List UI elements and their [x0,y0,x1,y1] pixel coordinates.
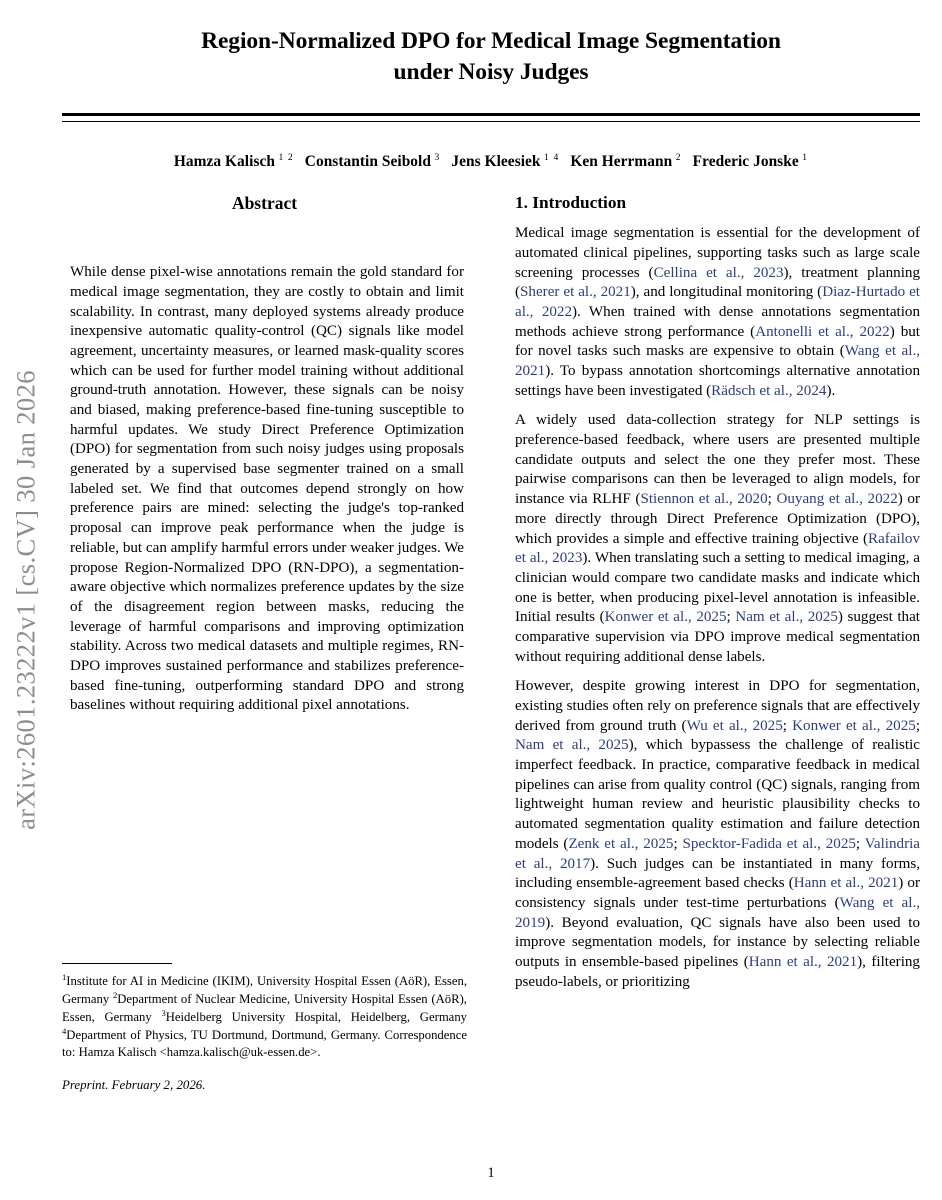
citation-link[interactable]: Diaz-Hurtado et al., 2022 [515,284,920,320]
body-text: ). Beyond evaluation, QC signals have also been used to improve segmentation models, for instance by selecting reliable outputs in ensemble-based pipelines ( [515,914,920,970]
citation-link[interactable]: Nam et al., 2025 [515,737,629,754]
body-paragraph [515,224,920,401]
paper-title-line-1: Region-Normalized DPO for Medical Image Segmentation [201,28,781,54]
author-list [62,152,920,171]
arxiv-stamp [0,0,52,1200]
two-column-body [62,193,921,1092]
left-column [62,193,468,1092]
introduction-paragraphs [515,224,920,992]
footnote-affiliation-3: Heidelberg University Hospital, Heidelberg, Germany [165,1010,468,1025]
author-affiliation-marker: 3 [431,152,441,164]
body-text: ). When translating such a setting to medical imaging, a clinician would compare two candidate masks and indicate which one is better, when producing pixel-level annotation is infeasible. Initial results ( [515,550,920,626]
body-text: ). To bypass annotation shortcomings alternative annotation settings have been investigated ( [515,363,920,399]
right-column [515,193,920,1002]
body-text: ; [673,835,683,852]
citation-link[interactable]: Valindria et al., 2017 [515,835,920,872]
body-text: Medical image segmentation is essential for the development of automated clinical pipelines, supporting tasks such as large scale screening processes ( [515,225,920,281]
author-affiliation-marker: 1 [798,152,809,164]
author-name: Hamza Kalisch [173,153,275,171]
footnote-area [62,963,467,1093]
author-affiliation-marker: 1 2 [274,152,294,164]
citation-link[interactable]: Konwer et al., 2025 [792,717,916,734]
preprint-notice: Preprint. February 2, 2026. [62,1077,206,1092]
citation-link[interactable]: Zenk et al., 2025 [568,835,674,852]
body-text: ). Such judges can be instantiated in many forms, including ensemble-agreement based checks ( [515,855,920,892]
body-text: ), treatment planning ( [515,264,921,301]
citation-link[interactable]: Specktor-Fadida et al., 2025 [682,835,856,852]
body-text: ) or more directly through Direct Preference Optimization (DPO), which provides a simple and effective training objective ( [515,491,921,547]
citation-link[interactable]: Wu et al., 2025 [686,717,783,734]
abstract-body: While dense pixel-wise annotations remain the gold standard for medical image segmentation, they are costly to obtain and limit scalability. In contrast, many deployed systems already produce inexpensive automatic quality-control (QC) signals like model agreement, uncertainty measures, or learned mask-quality scores which can be used for further model training without additional ground-truth annotation. However, these signals can be noisy and biased, making preference-based fine-tuning susceptible to harmful updates. We study Direct Preference Optimization (DPO) for segmentation from such noisy judges using proposals generated by a supervised base segmenter trained on a small labeled set. We find that outcomes depend strongly on how preference pairs are mined: selecting the judge's top-ranked proposal can improve peak performance when the judge is reliable, but can amplify harmful errors under weaker judges. We propose Region-Normalized DPO (RN-DPO), a segmentation-aware objective which normalizes preference updates by the size of the disagreement region between masks, reducing the leverage of harmful comparisons and improving optimization stability. Across two medical datasets and multiple regimes, RN-DPO improves sustained performance and stabilizes preference-based fine-tuning, outperforming standard DPO and strong baselines without requiring additional pixel annotations. [70,264,464,714]
body-text: ; [726,609,736,626]
citation-link[interactable]: Rafailov et al., 2023 [515,530,920,567]
citation-link[interactable]: Nam et al., 2025 [735,609,838,626]
body-text: ) but for novel tasks such masks are expensive to obtain ( [515,323,921,360]
body-text: However, despite growing interest in DPO for segmentation, existing studies often rely on preference signals that are effectively derived from ground truth ( [515,678,920,734]
author-affiliation-marker: 2 [672,152,682,164]
body-paragraph [515,677,920,992]
body-text: ), which bypassess the challenge of realistic imperfect feedback. In practice, comparative feedback in medical pipelines can arise from quality control (QC) signals, ranging from lightweight human review and heuristic plausibility checks to automated segmentation quality estimation and failure detection models ( [515,737,920,852]
author-name: Ken Herrmann [570,153,673,171]
citation-link[interactable]: Hann et al., 2021 [748,953,858,970]
author-name: Frederic Jonske [692,153,799,171]
footnote-affiliation-1: Institute for AI in Medicine (IKIM), University Hospital Essen (AöR), Essen, Germany [62,974,467,1007]
page-title [111,26,871,87]
abstract-heading: Abstract [231,193,298,214]
author-entry [305,153,441,170]
body-text: ; [855,835,865,852]
section-heading-introduction: 1. Introduction [515,193,627,213]
footnote-text [62,972,467,1061]
body-text: ). [826,382,836,399]
citation-link[interactable]: Ouyang et al., 2022 [776,491,898,508]
footnote-affiliation-4: Department of Physics, TU Dortmund, Dortmund, Germany. Correspondence to: Hamza Kalisch <hamza.kalisch@uk-essen.de>. [62,1028,467,1060]
body-text: ; [915,717,921,734]
citation-link[interactable]: Sherer et al., 2021 [520,284,631,301]
body-text: ), and longitudinal monitoring ( [630,284,823,301]
body-text: ) or consistency signals under test-time perturbations ( [515,875,920,911]
citation-link[interactable]: Cellina et al., 2023 [653,264,784,281]
footnote-marker-4: 4 [62,1026,67,1037]
body-paragraph [515,411,920,667]
author-entry [451,153,559,170]
citation-link[interactable]: Hann et al., 2021 [793,875,899,892]
citation-link[interactable]: Wang et al., 2021 [515,343,920,380]
author-entry [570,153,681,170]
footnote-affiliation-2: Department of Nuclear Medicine, University Hospital Essen (AöR), Essen, Germany [62,992,467,1025]
citation-link[interactable]: Stiennon et al., 2020 [640,491,768,508]
footnote-marker-2: 2 [112,990,118,1001]
title-divider [62,113,920,122]
author-entry [693,153,808,170]
title-block [62,0,920,122]
citation-link[interactable]: Rädsch et al., 2024 [711,382,827,399]
author-affiliation-marker: 1 4 [540,152,560,164]
body-text: ). When trained with dense annotations segmentation methods achieve strong performance ( [515,303,920,340]
citation-link[interactable]: Antonelli et al., 2022 [755,323,890,340]
body-text: ; [782,717,793,734]
citation-link[interactable]: Konwer et al., 2025 [604,609,727,626]
paper-page [62,0,920,1200]
footnote-divider [62,963,172,964]
body-text: ) suggest that comparative supervision via DPO improve medical segmentation without requiring additional dense labels. [515,609,920,665]
page-number: 1 [487,1165,495,1181]
footnote-marker-1: 1 [62,972,67,983]
body-text: ; [767,491,777,508]
paper-title-line-2: under Noisy Judges [393,58,589,85]
body-text: ), filtering pseudo-labels, or prioritizing [515,953,920,990]
citation-link[interactable]: Wang et al., 2019 [515,894,920,931]
footnote-marker-3: 3 [161,1008,166,1019]
author-name: Jens Kleesiek [451,153,541,171]
arxiv-stamp-text: arXiv:2601.23222v1 [cs.CV] 30 Jan 2026 [10,370,41,830]
body-text: A widely used data-collection strategy for NLP settings is preference-based feedback, where users are presented multiple candidate outputs and select the one they prefer most. These pairwise comparisons can then be leveraged to align models, for instance via RLHF ( [515,412,920,508]
author-entry [174,153,294,170]
author-name: Constantin Seibold [304,153,431,171]
